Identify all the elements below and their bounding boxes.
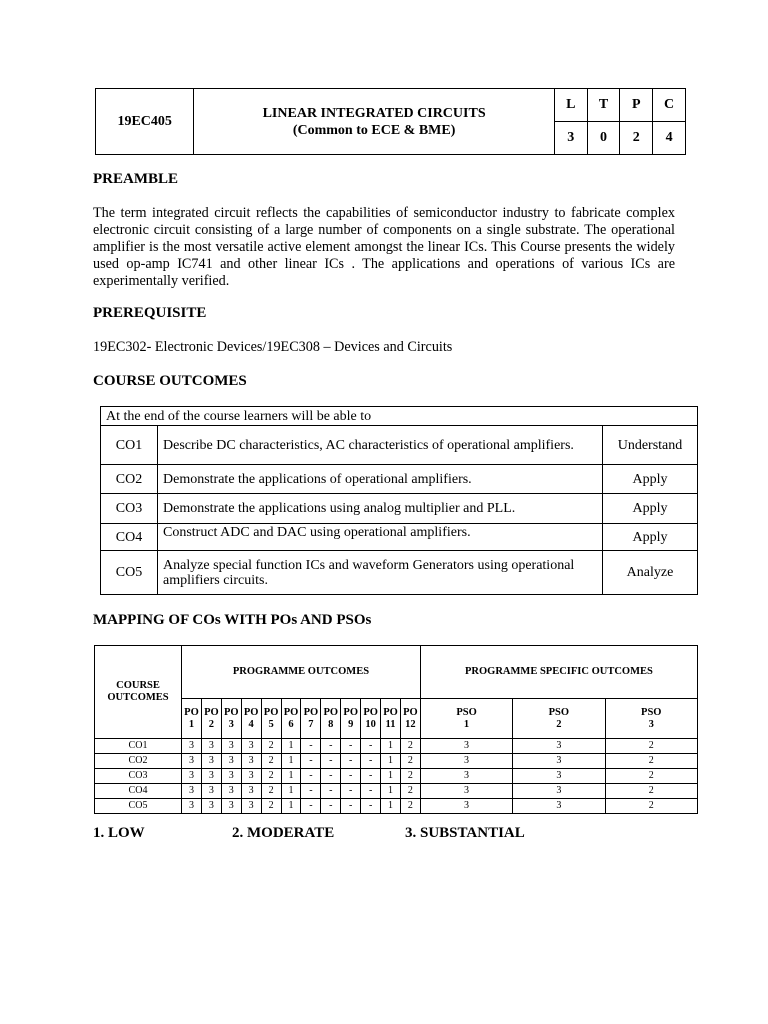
outcome-column-header	[221, 699, 241, 739]
mapping-cell: 1	[281, 739, 301, 754]
mapping-cell: 1	[281, 799, 301, 814]
mapping-cell: 2	[400, 799, 420, 814]
mapping-co-id: CO2	[95, 754, 182, 769]
mapping-cell: 1	[281, 754, 301, 769]
mapping-co-id: CO3	[95, 769, 182, 784]
mapping-cell: 2	[605, 754, 698, 769]
mapping-cell: 3	[201, 799, 221, 814]
co-id: CO4	[101, 524, 158, 551]
mapping-row	[95, 784, 698, 799]
outcome-number: 3	[228, 718, 234, 730]
mapping-cell: -	[301, 784, 321, 799]
mapping-cell: -	[301, 769, 321, 784]
mapping-cell: 3	[513, 754, 605, 769]
mapping-cell: 2	[605, 784, 698, 799]
mapping-cell: 2	[261, 754, 281, 769]
mapping-heading: MAPPING OF COs WITH POs AND PSOs	[93, 612, 372, 628]
mapping-cell: 3	[221, 769, 241, 784]
mapping-cell: 2	[261, 739, 281, 754]
outcome-column-header	[321, 699, 341, 739]
outcome-column-header	[301, 699, 321, 739]
ltpc-label-p: P	[620, 89, 653, 122]
legend-moderate: 2. MODERATE	[232, 825, 335, 841]
co-row	[101, 494, 698, 524]
column-header-row	[95, 699, 698, 739]
outcome-prefix: PO	[363, 706, 378, 718]
co-intro: At the end of the course learners will be able to	[101, 407, 698, 426]
mapping-cell: 3	[221, 784, 241, 799]
mapping-cell: 2	[400, 769, 420, 784]
outcome-number: 1	[463, 718, 470, 730]
mapping-cell: 2	[605, 769, 698, 784]
mapping-cell: -	[321, 784, 341, 799]
mapping-body	[95, 739, 698, 814]
mapping-cell: 3	[201, 784, 221, 799]
outcome-prefix: PSO	[548, 706, 570, 718]
mapping-cell: 2	[400, 754, 420, 769]
mapping-cell: 3	[513, 769, 605, 784]
mapping-cell: 1	[381, 769, 401, 784]
mapping-cell: 2	[400, 739, 420, 754]
mapping-cell: 2	[605, 799, 698, 814]
course-outcomes-column-header: COURSE OUTCOMES	[95, 646, 182, 739]
mapping-cell: 2	[605, 739, 698, 754]
outcome-prefix: PO	[243, 706, 259, 718]
mapping-cell: -	[301, 754, 321, 769]
mapping-cell: 2	[261, 799, 281, 814]
mapping-cell: 3	[513, 799, 605, 814]
ltpc-value-c: 4	[653, 122, 686, 155]
outcome-column-header	[341, 699, 361, 739]
co-description: Analyze special function ICs and waveform Generators using operational amplifiers circuits.	[158, 551, 603, 595]
outcome-column-header	[281, 699, 301, 739]
outcome-number: 3	[648, 718, 654, 730]
co-row	[101, 465, 698, 494]
mapping-cell: -	[361, 784, 381, 799]
prerequisite-text: 19EC302- Electronic Devices/19EC308 – Devices and Circuits	[93, 339, 453, 355]
co-description: Describe DC characteristics, AC characteristics of operational amplifiers.	[158, 426, 603, 465]
outcome-number: 7	[308, 718, 314, 730]
course-subtitle: (Common to ECE & BME)	[292, 122, 456, 138]
mapping-cell: 1	[381, 784, 401, 799]
outcome-number: 10	[365, 718, 376, 730]
outcome-column-header	[400, 699, 420, 739]
co-id: CO1	[101, 426, 158, 465]
mapping-cell: 3	[241, 799, 261, 814]
outcome-column-header	[605, 699, 698, 739]
mapping-cell: 3	[182, 769, 202, 784]
co-level: Apply	[603, 524, 698, 551]
mapping-cell: -	[321, 769, 341, 784]
outcome-number: 4	[248, 718, 254, 730]
outcome-column-header	[420, 699, 512, 739]
mapping-co-id: CO4	[95, 784, 182, 799]
mapping-cell: 3	[182, 799, 202, 814]
co-level: Apply	[603, 494, 698, 524]
co-description: Construct ADC and DAC using operational amplifiers.	[158, 524, 603, 551]
mapping-cell: 3	[420, 769, 512, 784]
co-row	[101, 551, 698, 595]
outcome-prefix: PO	[383, 706, 398, 718]
co-description: Demonstrate the applications of operational amplifiers.	[158, 465, 603, 494]
outcome-prefix: PO	[204, 706, 219, 718]
mapping-cell: -	[341, 769, 361, 784]
co-level: Analyze	[603, 551, 698, 595]
mapping-cell: 2	[400, 784, 420, 799]
outcome-prefix: PO	[343, 706, 358, 718]
mapping-cell: -	[341, 799, 361, 814]
ltpc-value-l: 3	[554, 122, 587, 155]
mapping-cell: 3	[420, 754, 512, 769]
course-code: 19EC405	[96, 89, 194, 155]
preamble-text: The term integrated circuit reflects the capabilities of semiconductor industry to fabricate complex electronic circuit consisting of a large number of components on a single substrate. The operational amplifier is the most versatile active element amongst the linear ICs. This Course presents the widely used op-amp IC741 and other linear ICs . The applications and operations of various ICs are experimentally verified.	[93, 205, 675, 289]
mapping-row	[95, 739, 698, 754]
outcome-prefix: PO	[323, 706, 339, 718]
mapping-cell: 3	[182, 739, 202, 754]
mapping-row	[95, 799, 698, 814]
outcome-number: 2	[208, 718, 214, 730]
co-description: Demonstrate the applications using analog multiplier and PLL.	[158, 494, 603, 524]
programme-specific-outcomes-header: PROGRAMME SPECIFIC OUTCOMES	[420, 646, 697, 699]
mapping-cell: -	[301, 739, 321, 754]
course-title: LINEAR INTEGRATED CIRCUITS	[262, 105, 486, 121]
ltpc-value-p: 2	[620, 122, 653, 155]
ltpc-label-t: T	[587, 89, 620, 122]
mapping-cell: -	[361, 799, 381, 814]
mapping-cell: -	[341, 754, 361, 769]
mapping-row	[95, 754, 698, 769]
mapping-cell: 3	[241, 739, 261, 754]
outcome-prefix: PO	[263, 706, 279, 718]
mapping-cell: -	[301, 799, 321, 814]
mapping-cell: 3	[241, 754, 261, 769]
mapping-cell: 3	[420, 739, 512, 754]
mapping-cell: 3	[420, 799, 512, 814]
outcome-column-header	[361, 699, 381, 739]
co-id: CO3	[101, 494, 158, 524]
mapping-cell: 1	[281, 769, 301, 784]
mapping-cell: 3	[513, 784, 605, 799]
mapping-cell: -	[341, 784, 361, 799]
preamble-heading: PREAMBLE	[93, 171, 179, 187]
mapping-cell: 3	[241, 769, 261, 784]
mapping-row	[95, 769, 698, 784]
mapping-cell: 1	[381, 754, 401, 769]
mapping-cell: -	[321, 754, 341, 769]
ltpc-label-l: L	[554, 89, 587, 122]
mapping-co-id: CO5	[95, 799, 182, 814]
outcome-column-header	[381, 699, 401, 739]
outcome-number: 12	[405, 718, 416, 730]
outcome-prefix: PO	[303, 706, 319, 718]
mapping-cell: -	[361, 769, 381, 784]
outcome-number: 1	[188, 718, 195, 730]
mapping-cell: -	[321, 739, 341, 754]
outcome-column-header	[513, 699, 605, 739]
course-title-cell	[194, 89, 555, 155]
co-id: CO2	[101, 465, 158, 494]
mapping-cell: 3	[221, 799, 241, 814]
co-level: Understand	[603, 426, 698, 465]
outcome-prefix: PO	[223, 706, 239, 718]
mapping-cell: 3	[201, 769, 221, 784]
mapping-cell: 1	[281, 784, 301, 799]
mapping-cell: 3	[420, 784, 512, 799]
mapping-cell: 3	[241, 784, 261, 799]
mapping-co-id: CO1	[95, 739, 182, 754]
outcome-prefix: PSO	[641, 706, 662, 718]
outcome-prefix: PO	[184, 706, 199, 718]
mapping-cell: 3	[221, 739, 241, 754]
ltpc-label-c: C	[653, 89, 686, 122]
outcome-prefix: PSO	[456, 706, 477, 718]
mapping-cell: -	[361, 754, 381, 769]
mapping-cell: -	[341, 739, 361, 754]
mapping-cell: -	[321, 799, 341, 814]
mapping-cell: 3	[221, 754, 241, 769]
outcome-column-header	[261, 699, 281, 739]
legend-low: 1. LOW	[93, 825, 145, 841]
course-outcomes-heading: COURSE OUTCOMES	[93, 373, 247, 389]
course-header-table	[95, 88, 686, 155]
co-level: Apply	[603, 465, 698, 494]
outcome-prefix: PO	[283, 706, 299, 718]
co-row	[101, 426, 698, 465]
co-po-mapping-table	[94, 645, 698, 814]
mapping-cell: 1	[381, 799, 401, 814]
mapping-cell: 2	[261, 769, 281, 784]
outcome-column-header	[182, 699, 202, 739]
outcome-number: 2	[556, 718, 562, 730]
mapping-cell: -	[361, 739, 381, 754]
outcome-number: 6	[288, 718, 294, 730]
legend-substantial: 3. SUBSTANTIAL	[405, 825, 525, 841]
course-outcomes-table	[100, 406, 698, 595]
outcome-column-header	[241, 699, 261, 739]
mapping-cell: 1	[381, 739, 401, 754]
outcome-column-header	[201, 699, 221, 739]
ltpc-value-t: 0	[587, 122, 620, 155]
programme-outcomes-header: PROGRAMME OUTCOMES	[182, 646, 421, 699]
outcome-number: 11	[385, 718, 396, 730]
outcome-prefix: PO	[403, 706, 418, 718]
prerequisite-heading: PREREQUISITE	[93, 305, 207, 321]
co-row	[101, 524, 698, 551]
mapping-cell: 3	[513, 739, 605, 754]
mapping-cell: 2	[261, 784, 281, 799]
outcome-number: 8	[328, 718, 334, 730]
outcome-number: 9	[348, 718, 354, 730]
outcome-number: 5	[268, 718, 274, 730]
mapping-cell: 3	[201, 739, 221, 754]
mapping-cell: 3	[182, 754, 202, 769]
mapping-cell: 3	[182, 784, 202, 799]
co-id: CO5	[101, 551, 158, 595]
mapping-cell: 3	[201, 754, 221, 769]
